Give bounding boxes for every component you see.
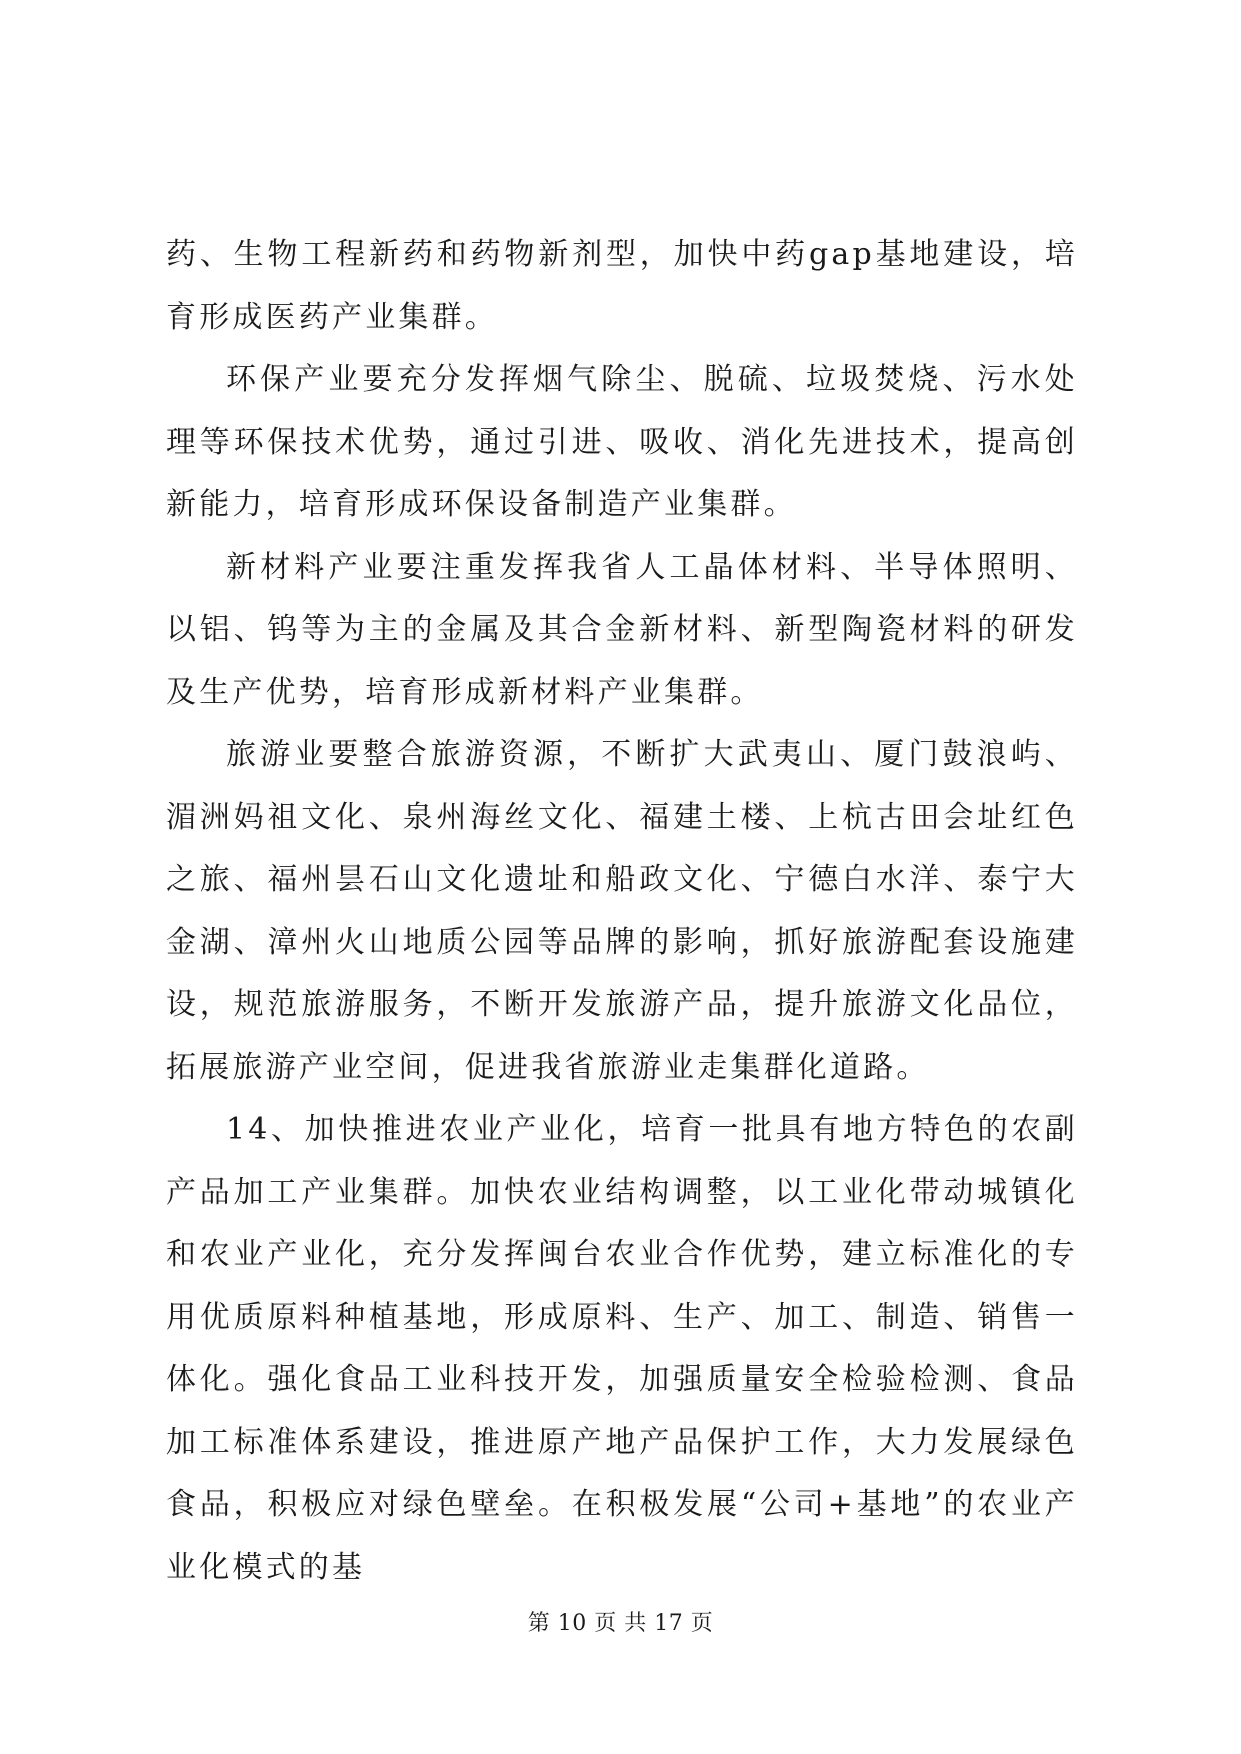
paragraph-environmental-industry: 环保产业要充分发挥烟气除尘、脱硫、垃圾焚烧、污水处理等环保技术优势，通过引进、吸收、消化先进技术，提高创新能力，培育形成环保设备制造产业集群。 <box>166 362 1078 522</box>
paragraph-agriculture-industrialization: 14、加快推进农业产业化，培育一批具有地方特色的农副产品加工产业集群。加快农业结构调整，以工业化带动城镇化和农业产业化，充分发挥闽台农业合作优势，建立标准化的专用优质原料种植基地，形成原料、生产、加工、制造、销售一体化。强化食品工业科技开发，加强质量安全检验检测、食品加工标准体系建设，推进原产地产品保护工作，大力发展绿色食品，积极应对绿色壁垒。在积极发展“公司+基地”的农业产业化模式的基 <box>166 1112 1078 1585</box>
paragraph-continuation-medicine: 药、生物工程新药和药物新剂型，加快中药gap基地建设，培育形成医药产业集群。 <box>166 237 1078 335</box>
paragraph-new-materials-industry: 新材料产业要注重发挥我省人工晶体材料、半导体照明、以铝、钨等为主的金属及其合金新材料、新型陶瓷材料的研发及生产优势，培育形成新材料产业集群。 <box>166 549 1078 710</box>
document-body <box>166 224 1078 1599</box>
paragraph-tourism-industry: 旅游业要整合旅游资源，不断扩大武夷山、厦门鼓浪屿、湄洲妈祖文化、泉州海丝文化、福建土楼、上杭古田会址红色之旅、福州昙石山文化遗址和船政文化、宁德白水洋、泰宁大金湖、漳州火山地质公园等品牌的影响，抓好旅游配套设施建设，规范旅游服务，不断开发旅游产品，提升旅游文化品位，拓展旅游产业空间，促进我省旅游业走集群化道路。 <box>166 737 1078 1085</box>
page-number-footer: 第 10 页 共 17 页 <box>527 1611 714 1636</box>
